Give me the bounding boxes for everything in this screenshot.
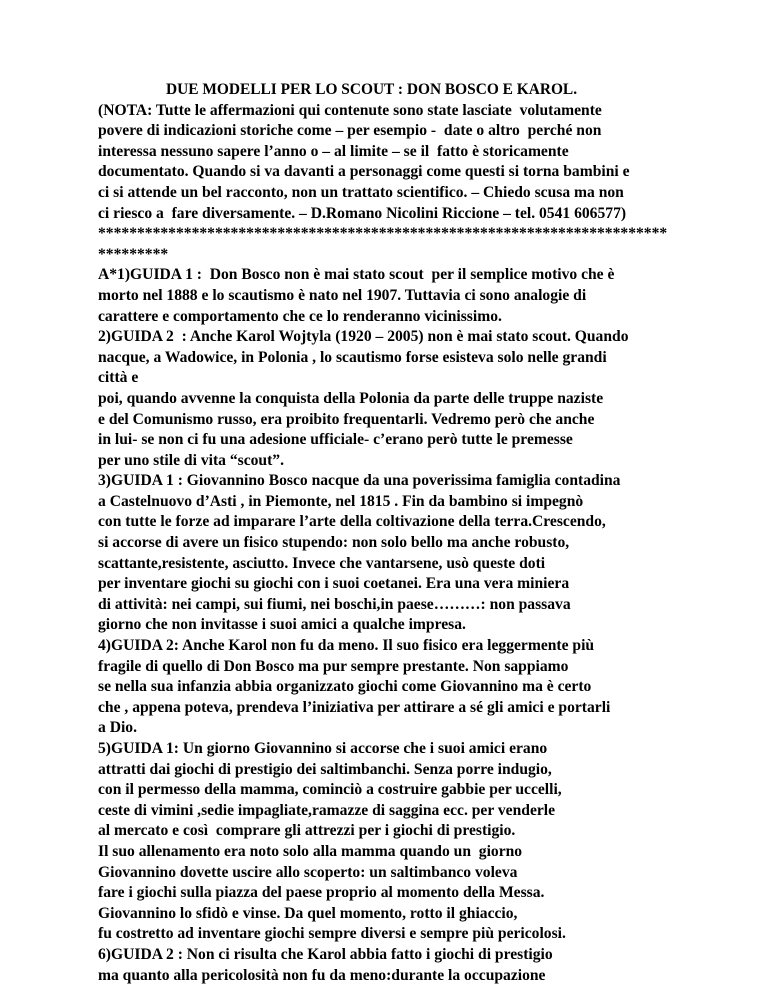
text-line: in lui- se non ci fu una adesione ufficiale- c’erano però tutte le premesse [98,431,573,449]
text-line: Giovannino dovette uscire allo scoperto: un saltimbanco voleva [98,863,518,881]
text-line: città e [98,369,139,387]
text-line: ma quanto alla pericolosità non fu da meno:durante la occupazione [98,966,546,984]
text-line: fare i giochi sulla piazza del paese proprio al momento della Messa. [98,884,545,902]
text-line: fragile di quello di Don Bosco ma pur sempre prestante. Non sappiamo [98,657,569,675]
text-line: se nella sua infanzia abbia organizzato giochi come Giovannino ma è certo [98,678,592,696]
text-line: 4)GUIDA 2: Anche Karol non fu da meno. Il suo fisico era leggermente più [98,637,595,655]
text-line: attratti dai giochi di prestigio dei saltimbanchi. Senza porre indugio, [98,760,552,778]
text-line: ************************************************************************* [98,225,668,243]
text-line: Il suo allenamento era noto solo alla mamma quando un giorno [98,842,523,860]
text-line: a Dio. [98,719,137,737]
text-line: documentato. Quando si va davanti a personaggi come questi si torna bambini e [98,163,630,181]
text-line: 5)GUIDA 1: Un giorno Giovannino si accorse che i suoi amici erano [98,740,548,757]
text-line: A*1)GUIDA 1 : Don Bosco non è mai stato scout per il semplice motivo che è [98,266,615,284]
text-line: morto nel 1888 e lo scautismo è nato nel 1907. Tuttavia ci sono analogie di [98,286,587,304]
text-line: giorno che non invitasse i suoi amici a qualche impresa. [98,616,466,634]
text-line: poi, quando avvenne la conquista della Polonia da parte delle truppe naziste [98,389,604,407]
text-line: ci riesco a fare diversamente. – D.Romano Nicolini Riccione – tel. 0541 606577) [98,204,627,222]
text-line: fu costretto ad inventare giochi sempre diversi e sempre più pericolosi. [98,925,566,943]
text-line: per uno stile di vita “scout”. [98,451,284,469]
text-line: per inventare giochi su giochi con i suoi coetanei. Era una vera miniera [98,575,570,593]
text-line: Giovannino lo sfidò e vinse. Da quel momento, rotto il ghiaccio, [98,904,518,922]
text-line: ceste di vimini ,sedie impagliate,ramazze di saggina ecc. per venderle [98,801,556,819]
document-body [98,101,748,987]
text-line: ci si attende un bel racconto, non un trattato scientifico. – Chiedo scusa ma non [98,183,624,201]
text-line: (NOTA: Tutte le affermazioni qui contenute sono state lasciate volutamente [98,101,602,119]
text-line: carattere e comportamento che ce lo renderanno vicinissimo. [98,307,502,325]
text-line: 3)GUIDA 1 : Giovannino Bosco nacque da una poverissima famiglia contadina [98,472,621,490]
text-line: nacque, a Wadowice, in Polonia , lo scautismo forse esisteva solo nelle grandi [98,348,607,366]
text-line: al mercato e così comprare gli attrezzi per i giochi di prestigio. [98,822,516,840]
text-line: povere di indicazioni storiche come – per esempio - date o altro perché non [98,122,602,140]
text-line: ********* [98,245,169,263]
text-line: interessa nessuno sapere l’anno o – al limite – se il fatto è storicamente [98,142,569,160]
text-line: con tutte le forze ad imparare l’arte della coltivazione della terra.Crescendo, [98,513,606,531]
text-line: a Castelnuovo d’Asti , in Piemonte, nel 1815 . Fin da bambino si impegnò [98,492,584,510]
text-line: si accorse di avere un fisico stupendo: non solo bello ma anche robusto, [98,534,570,552]
document-page [98,80,748,986]
text-line: con il permesso della mamma, cominciò a costruire gabbie per uccelli, [98,781,562,799]
text-line: 6)GUIDA 2 : Non ci risulta che Karol abbia fatto i giochi di prestigio [98,945,553,963]
document-title: DUE MODELLI PER LO SCOUT : DON BOSCO E KAROL. [166,81,578,98]
text-line: e del Comunismo russo, era proibito frequentarli. Vedremo però che anche [98,410,595,428]
text-line: che , appena poteva, prendeva l’iniziativa per attirare a sé gli amici e portarli [98,698,611,716]
text-line: 2)GUIDA 2 : Anche Karol Wojtyla (1920 – 2005) non è mai stato scout. Quando [98,328,629,346]
text-line: di attività: nei campi, sui fiumi, nei boschi,in paese………: non passava [98,595,571,613]
text-line: scattante,resistente, asciutto. Invece che vantarsene, usò queste doti [98,554,546,572]
